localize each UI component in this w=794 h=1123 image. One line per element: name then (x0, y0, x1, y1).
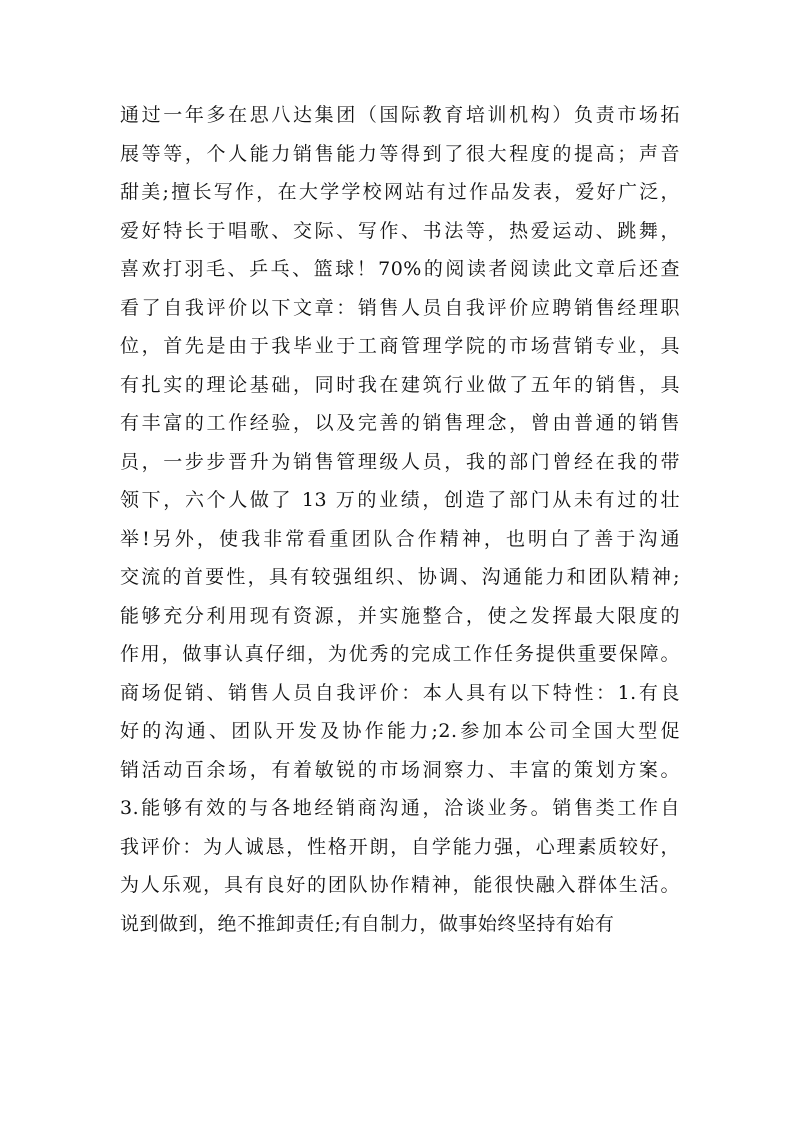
text-line: 员，一步步晋升为销售管理级人员，我的部门曾经在我的带 (120, 450, 680, 473)
text-line: 有扎实的理论基础，同时我在建筑行业做了五年的销售，具 (120, 373, 680, 396)
text-line: 我评价：为人诚恳，性格开朗，自学能力强，心理素质较好， (120, 835, 680, 858)
text-line: 甜美;擅长写作，在大学学校网站有过作品发表，爱好广泛， (120, 181, 680, 203)
text-line: 商场促销、销售人员自我评价：本人具有以下特性：1.有良 (120, 681, 680, 704)
text-line: 为人乐观，具有良好的团队协作精神，能很快融入群体生活。 (120, 874, 680, 896)
text-line: 喜欢打羽毛、乒乓、篮球！70%的阅读者阅读此文章后还查 (120, 258, 680, 280)
text-line: 好的沟通、团队开发及协作能力;2.参加本公司全国大型促 (120, 720, 680, 742)
text-line: 说到做到，绝不推卸责任;有自制力，做事始终坚持有始有 (120, 912, 615, 935)
body-text (120, 96, 680, 943)
text-line: 位，首先是由于我毕业于工商管理学院的市场营销专业，具 (120, 335, 680, 357)
text-line: 爱好特长于唱歌、交际、写作、书法等，热爱运动、跳舞， (120, 219, 680, 242)
text-line: 看了自我评价以下文章：销售人员自我评价应聘销售经理职 (120, 296, 680, 319)
text-line: 能够充分利用现有资源，并实施整合，使之发挥最大限度的 (120, 604, 680, 627)
text-line: 有丰富的工作经验，以及完善的销售理念，曾由普通的销售 (120, 412, 680, 434)
text-line: 通过一年多在思八达集团（国际教育培训机构）负责市场拓 (120, 104, 680, 126)
text-line: 举!另外，使我非常看重团队合作精神，也明白了善于沟通 (120, 527, 680, 550)
text-line: 作用，做事认真仔细，为优秀的完成工作任务提供重要保障。 (120, 643, 680, 665)
text-line: 交流的首要性，具有较强组织、协调、沟通能力和团队精神; (120, 566, 680, 588)
text-line: 销活动百余场，有着敏锐的市场洞察力、丰富的策划方案。 (120, 758, 680, 781)
text-line: 展等等，个人能力销售能力等得到了很大程度的提高；声音 (120, 142, 680, 165)
text-line: 领下，六个人做了 13 万的业绩，创造了部门从未有过的壮 (120, 489, 680, 511)
text-line: 3.能够有效的与各地经销商沟通，洽谈业务。销售类工作自 (120, 797, 680, 819)
